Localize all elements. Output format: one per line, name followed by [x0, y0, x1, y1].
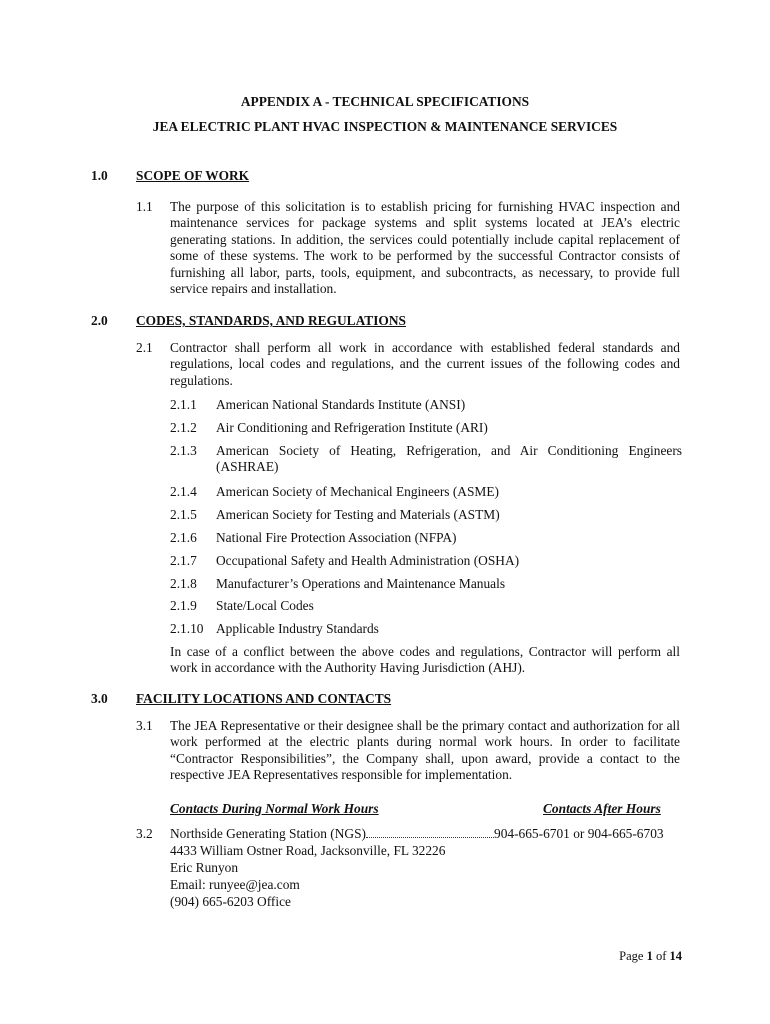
list-item-code: 2.1.7 — [170, 553, 197, 568]
paragraph-text: The JEA Representative or their designee shall be the primary contact and authorization for all work performed at the electric plants during normal work hours. In order to facilitate “Contractor Responsibilities”, the Company shall, upon award, provide a contact to the respective JEA Representatives responsible for implementation. — [170, 718, 680, 783]
of-word: of — [655, 949, 667, 963]
list-item-text: Applicable Industry Standards — [216, 621, 379, 636]
dot-leader — [366, 837, 494, 838]
list-item-text: Occupational Safety and Health Administration (OSHA) — [216, 553, 520, 568]
list-item-code: 2.1.1 — [170, 397, 197, 412]
section-number: 3.0 — [91, 691, 108, 706]
contacts-after-heading: Contacts After Hours — [543, 801, 661, 816]
after-hours-phone: 904-665-6701 or 904-665-6703 — [494, 826, 664, 841]
contacts-normal-heading: Contacts During Normal Work Hours — [170, 801, 379, 816]
list-item-code: 2.1.4 — [170, 484, 197, 499]
paragraph-number: 2.1 — [136, 340, 153, 355]
station-name: Northside Generating Station (NGS) — [170, 826, 366, 841]
list-item-code: 2.1.10 — [170, 621, 204, 636]
section-number: 2.0 — [91, 313, 108, 328]
list-item-code: 2.1.6 — [170, 530, 197, 545]
list-item-text: American National Standards Institute (ANSI) — [216, 397, 466, 412]
page-footer — [619, 949, 682, 964]
document-subtitle: JEA ELECTRIC PLANT HVAC INSPECTION & MAINTENANCE SERVICES — [152, 119, 618, 134]
list-item-text: American Society for Testing and Materials (ASTM) — [216, 507, 500, 522]
list-item-text: Manufacturer’s Operations and Maintenance Manuals — [216, 576, 506, 591]
closing-paragraph: In case of a conflict between the above codes and regulations, Contractor will perform all work in accordance with the Authority Having Jurisdiction (AHJ). — [170, 644, 680, 676]
list-item-code: 2.1.2 — [170, 420, 197, 435]
list-item-text: State/Local Codes — [216, 598, 314, 613]
section-number: 1.0 — [91, 168, 108, 183]
list-item-text: Air Conditioning and Refrigeration Institute (ARI) — [216, 420, 488, 435]
contact-email: Email: runyee@jea.com — [170, 877, 300, 892]
list-item-text: National Fire Protection Association (NFPA) — [216, 530, 457, 545]
list-item-code: 2.1.9 — [170, 598, 197, 613]
paragraph-text: Contractor shall perform all work in accordance with established federal standards and regulations, local codes and regulations, and the current issues of the following codes and regulations. — [170, 340, 680, 388]
section-heading: SCOPE OF WORK — [136, 168, 250, 183]
paragraph-number: 1.1 — [136, 199, 153, 214]
list-item-text: American Society of Mechanical Engineers (ASME) — [216, 484, 499, 499]
page-word: Page — [619, 949, 644, 963]
page-total: 14 — [669, 949, 682, 963]
list-item-text: American Society of Heating, Refrigeration, and Air Conditioning Engineers (ASHRAE) — [216, 443, 682, 475]
document-title: APPENDIX A - TECHNICAL SPECIFICATIONS — [240, 94, 530, 109]
paragraph-number: 3.1 — [136, 718, 153, 733]
list-item-code: 2.1.5 — [170, 507, 197, 522]
list-item-code: 2.1.8 — [170, 576, 197, 591]
paragraph-text: The purpose of this solicitation is to establish pricing for furnishing HVAC inspection and maintenance services for package systems and split systems located at JEA’s electric generating stations. In addition, the services could potentially include capital replacement of some of these systems. The work to be performed by the successful Contractor consists of furnishing all labor, parts, tools, equipment, and subcontracts, as necessary, to provide full service repairs and installation. — [170, 199, 680, 297]
contact-name: Eric Runyon — [170, 860, 239, 875]
paragraph-number: 3.2 — [136, 826, 153, 841]
contact-phone: (904) 665-6203 Office — [170, 894, 291, 909]
page-number: 1 — [646, 949, 653, 963]
station-address: 4433 William Ostner Road, Jacksonville, FL 32226 — [170, 843, 446, 858]
station-line — [170, 826, 664, 842]
section-heading: FACILITY LOCATIONS AND CONTACTS — [136, 691, 392, 706]
section-heading: CODES, STANDARDS, AND REGULATIONS — [136, 313, 406, 328]
list-item-code: 2.1.3 — [170, 443, 197, 458]
